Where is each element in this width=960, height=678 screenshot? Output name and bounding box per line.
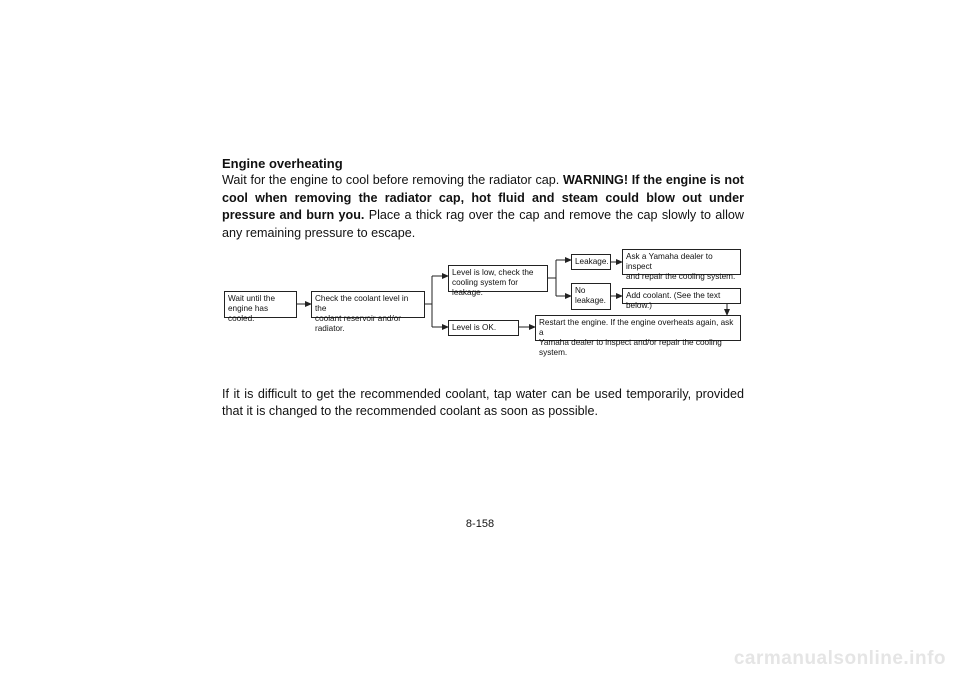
box-level-ok: Level is OK. bbox=[448, 320, 519, 336]
page-number: 8-158 bbox=[465, 518, 495, 530]
intro-text: Wait for the engine to cool before removing the radiator cap. bbox=[222, 173, 563, 187]
box-dealer: Ask a Yamaha dealer to inspect and repair the cooling system. bbox=[622, 249, 741, 275]
box-level-low: Level is low, check the cooling system for leakage. bbox=[448, 265, 548, 292]
box-wait: Wait until the engine has cooled. bbox=[224, 291, 297, 318]
warning-text: WARNING! If the engine is not cool when removing the radiator cap, hot fluid and steam could blow out under pressure and burn you. bbox=[222, 173, 744, 222]
section-title: Engine overheating bbox=[222, 156, 343, 171]
watermark: carmanualsonline.info bbox=[733, 648, 946, 669]
box-no-leakage: No leakage. bbox=[571, 283, 611, 310]
box-add-coolant: Add coolant. (See the text below.) bbox=[622, 288, 741, 304]
note-paragraph: If it is difficult to get the recommended coolant, tap water can be used temporarily, provided that it is changed to the recommended coolant as soon as possible. bbox=[222, 387, 744, 418]
box-leakage: Leakage. bbox=[571, 254, 611, 270]
box-restart: Restart the engine. If the engine overheats again, ask a Yamaha dealer to inspect and/or repair the cooling system. bbox=[535, 315, 741, 341]
intro-text-continued: Place a thick rag over the cap and remove the cap slowly to allow any remaining pressure to escape. bbox=[222, 208, 744, 240]
box-check-coolant: Check the coolant level in the coolant reservoir and/or radiator. bbox=[311, 291, 425, 318]
